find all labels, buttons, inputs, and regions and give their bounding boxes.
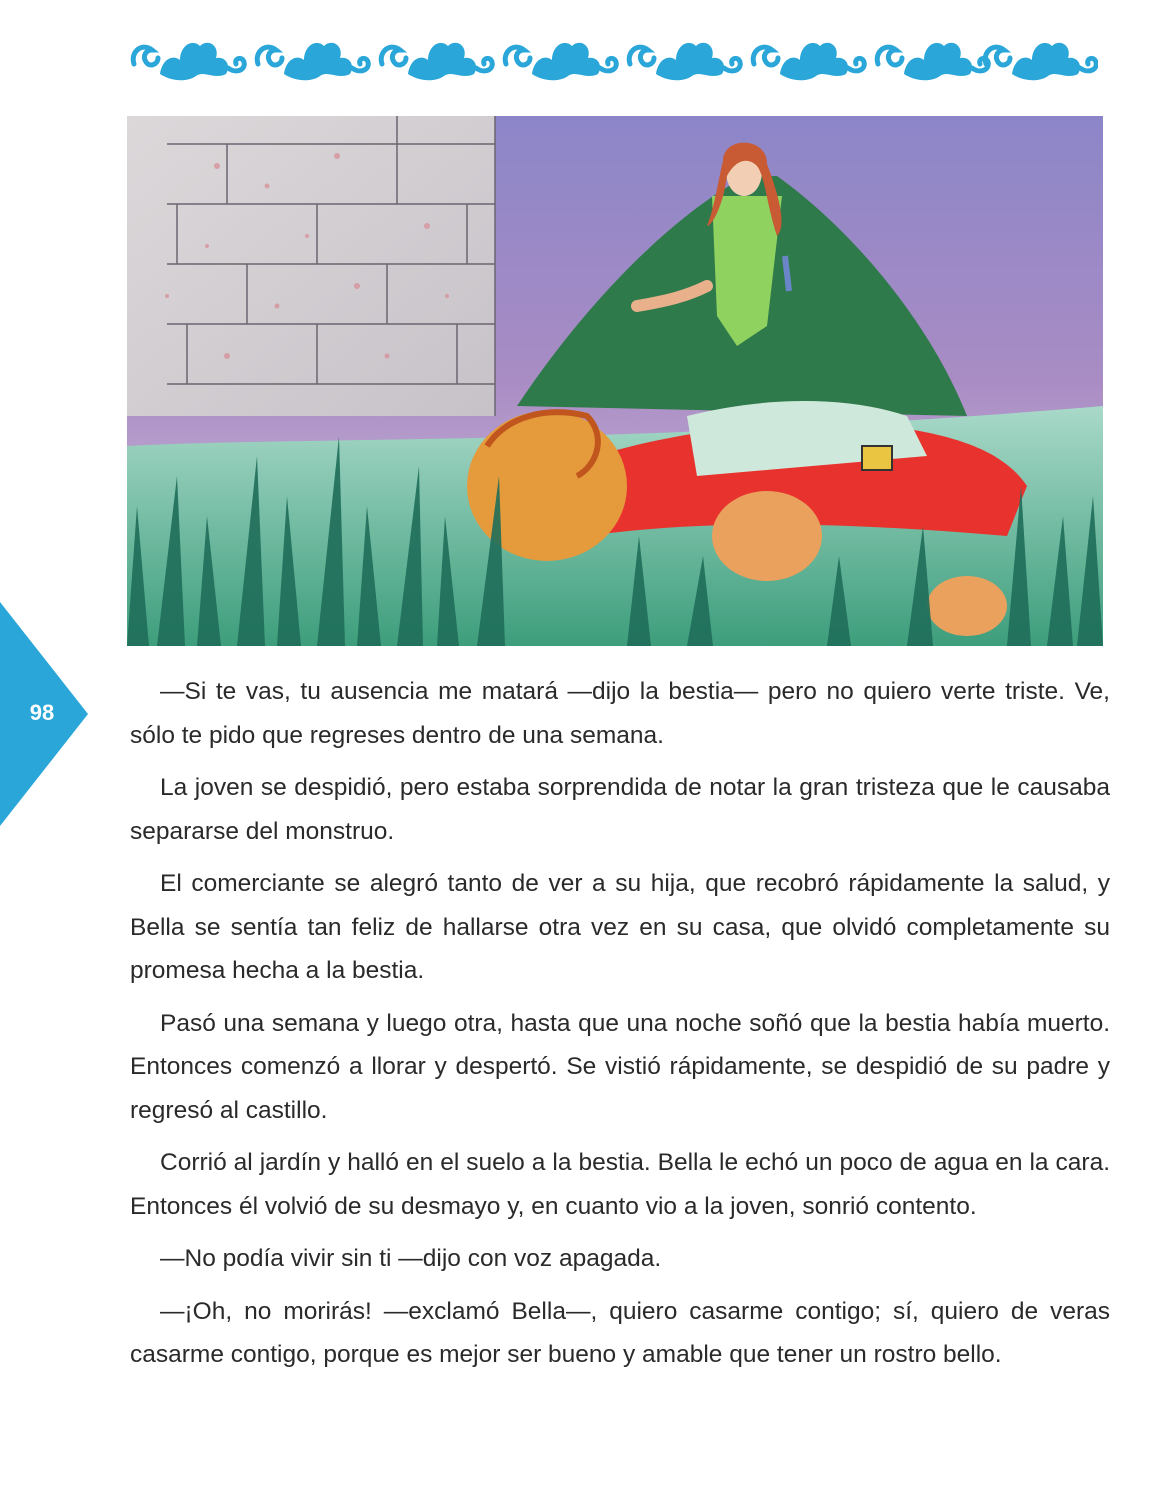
decorative-ornament-border [128, 24, 1098, 90]
paragraph: El comerciante se alegró tanto de ver a su hija, que recobró rápidamente la salud, y Bella se sentía tan feliz de hallarse otra vez en su casa, que olvidó completamente su promesa hecha a la bestia. [130, 870, 1110, 984]
paragraph: Pasó una semana y luego otra, hasta que una noche soñó que la bestia había muerto. Entonces comenzó a llorar y despertó. Se vistió rápidamente, se despidió de su padre y regresó al castillo. [130, 1009, 1110, 1124]
story-text [130, 670, 1110, 1386]
paragraph: —No podía vivir sin ti —dijo con voz apagada. [160, 1245, 662, 1272]
page-number: 98 [29, 700, 55, 725]
paragraph: —¡Oh, no morirás! —exclamó Bella—, quiero casarme contigo; sí, quiero de veras casarme contigo, porque es mejor ser bueno y amable que tener un rostro bello. [130, 1297, 1110, 1368]
paragraph: La joven se despidió, pero estaba sorprendida de notar la gran tristeza que le causaba separarse del monstruo. [130, 774, 1110, 845]
paragraph: Corrió al jardín y halló en el suelo a la bestia. Bella le echó un poco de agua en la cara. Entonces él volvió de su desmayo y, en cuanto vio a la joven, sonrió contento. [130, 1149, 1110, 1220]
paragraph: —Si te vas, tu ausencia me matará —dijo la bestia— pero no quiero verte triste. Ve, sólo te pido que regreses dentro de una semana. [130, 678, 1110, 749]
story-illustration [127, 116, 1103, 646]
castle-wall [127, 116, 495, 416]
